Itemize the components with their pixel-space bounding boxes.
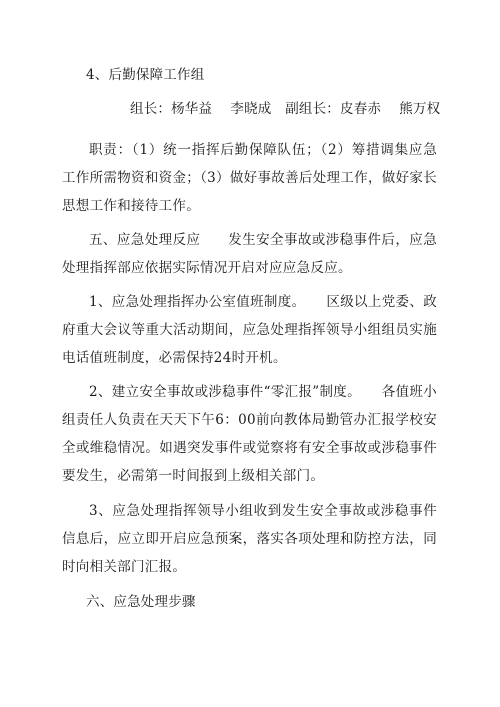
section-6-heading: 六、应急处理步骤 xyxy=(86,594,196,610)
item-2-zero-report: 2、建立安全事故或涉稳事件“零汇报”制度。 各值班小组责任人负责在天天下午6：00前向教体局勤管办汇报学校安全或维稳情况。如遇突发事件或觉察将有安全事故或涉稳事件要发生，必需第一时间报到上级相关部门。 xyxy=(62,384,437,484)
section-4-duties: 职责：（1）统一指挥后勤保障队伍；（2）筹措调集应急工作所需物资和资金；（3）做好事故善后处理工作，做好家长思想工作和接待工作。 xyxy=(62,142,437,214)
item-3-response: 3、应急处理指挥领导小组收到发生安全事故或涉稳事件信息后，应立即开启应急预案，落实各项处理和防控方法，同时向相关部门汇报。 xyxy=(62,503,437,575)
section-4-members: 组长：杨华益 李晓成 副组长：皮春赤 熊万权 xyxy=(130,101,441,117)
item-1-duty-system: 1、应急处理指挥办公室值班制度。 区级以上党委、政府重大会议等重大活动期间，应急处理指挥领导小组组员实施电话值班制度，必需保持24时开机。 xyxy=(62,294,437,366)
section-5-intro: 五、应急处理反应 发生安全事故或涉稳事件后，应急处理指挥部应依据实际情况开启对应应急反应。 xyxy=(62,232,437,276)
section-4-heading: 4、后勤保障工作组 xyxy=(86,67,205,83)
